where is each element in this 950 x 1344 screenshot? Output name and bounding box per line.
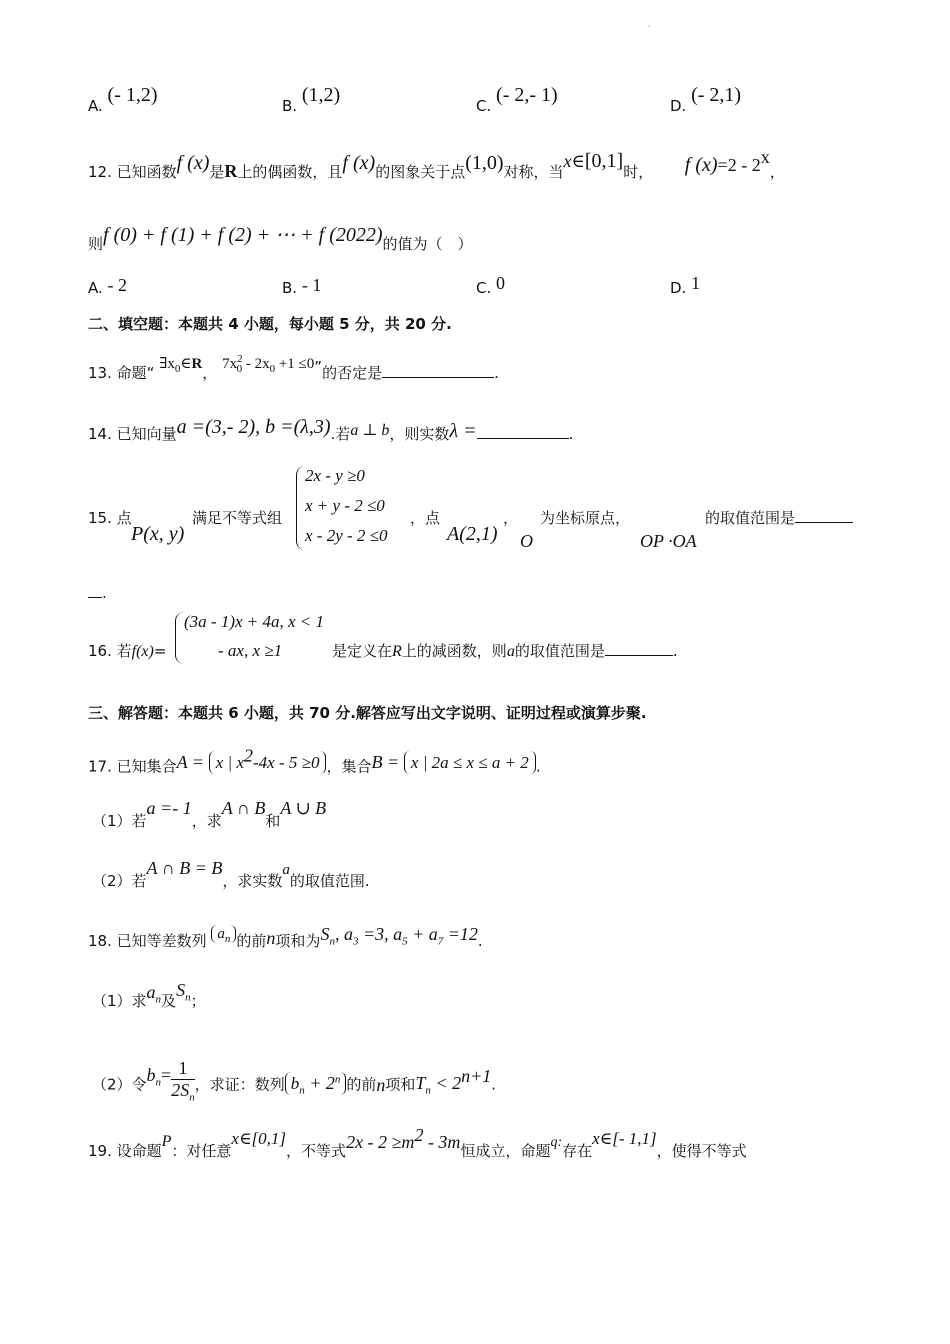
section-2-heading: 二、填空题：本题共 4 小题，每小题 5 分，共 20 分.: [88, 315, 452, 333]
q15-origin: O: [520, 531, 533, 551]
q11-option-d: D. (- 2,1): [670, 84, 742, 115]
q18-fraction: $\frac{1}{2S_n}$: [171, 1058, 195, 1104]
q15-ineq-2: x + y - 2 ≤0: [305, 496, 385, 515]
q18-part1: （1）求$a_n$及$S_n$；: [92, 980, 206, 1010]
q11-option-c: C. (- 2,- 1): [476, 84, 558, 115]
q16-piece-1: (3a - 1)x + 4a, x < 1: [184, 612, 325, 631]
q15-system-brace: [296, 466, 305, 550]
q15-text2: ，点: [410, 509, 441, 527]
q15-point-a: A(2,1): [447, 523, 498, 545]
q12-option-a: A. - 2: [88, 275, 128, 297]
q18-stem: 18. 已知等差数列 $a_n$ 的前n项和为$S_n$, $a_3 =3$, $a_5 + a_7 =12$.: [88, 924, 483, 950]
q15-text1: 满足不等式组: [192, 509, 283, 527]
q12-option-b: B. - 1: [282, 275, 322, 297]
q11-option-b: B. (1,2): [282, 84, 341, 115]
q13-answer-blank[interactable]: [382, 363, 494, 378]
q16-answer-blank[interactable]: [605, 641, 673, 656]
q15-point-p: P(x, y): [131, 523, 185, 545]
q15-text5: 的取值范围是: [705, 507, 853, 528]
q12-option-d: D. 1: [670, 273, 701, 297]
q19-stem: 19. 设命题P：对任意x∈[0,1]，不等式$2x - 2 \ge m^2 - 3m$恒成立，命题q:存在x∈[- 1,1]，使得不等式: [88, 1125, 747, 1160]
q15-text3: ，: [503, 509, 519, 527]
q17-stem: 17. 已知集合A = x | $x^2-4x - 5 \ge 0$ ，集合B = x | 2a ≤ x ≤ a + 2 .: [88, 745, 541, 776]
q14: 14. 已知向量a =(3,- 2), b =(λ,3).若a ⊥ b，则实数λ = .: [88, 416, 574, 443]
q15-dot-product: OP ·OA: [640, 531, 697, 551]
q17-part1: （1）若a =- 1，求A ∩ B和A ∪ B: [92, 798, 327, 830]
q15-blank-continuation: .: [88, 583, 107, 602]
q15-num: 15. 点: [88, 509, 132, 527]
q13: 13. 命题“ $\exists x_0\in R$， $7x^2_0 - 2x_0 +1 \le 0$”的否定是 .: [88, 353, 499, 382]
q16-lead: 16. 若f(x)=: [88, 642, 167, 660]
q18-part2: （2）令$b_n=$ $\frac{1}{2S_n}$ ，求证：数列 $b_n + 2^n$ 的前n项和$T_n < 2^{n+1}$.: [92, 1058, 497, 1104]
q16-piece-2: - ax, x ≥1: [218, 641, 283, 660]
q11-option-a: A. (- 1,2): [88, 84, 158, 115]
q15-text4: 为坐标原点，: [540, 509, 631, 527]
q16-piecewise-brace: [175, 612, 184, 664]
q14-answer-blank[interactable]: [477, 424, 569, 439]
speck: [648, 25, 650, 27]
q15-answer-blank[interactable]: [795, 508, 853, 523]
q12-line1: 12. 已知函数f (x)是R上的偶函数，且f (x)的图象关于点(1,0)对称，当x∈[0,1]时， f (x)=2 - 2$^x$，: [88, 147, 785, 181]
q12-line2: 则f (0) + f (1) + f (2) + ⋯ + f (2022)的值为（ ）: [88, 224, 473, 253]
q15-ineq-1: 2x - y ≥0: [305, 466, 365, 485]
q15-ineq-3: x - 2y - 2 ≤0: [305, 526, 388, 545]
section-3-heading: 三、解答题：本题共 6 小题，共 70 分.解答应写出文字说明、证明过程或演算步聚.: [88, 704, 647, 722]
q12-option-c: C. 0: [476, 273, 506, 297]
q16-text: 是定义在R上的减函数，则a的取值范围是 .: [332, 642, 678, 660]
q17-part2: （2）若A ∩ B = B，求实数a的取值范围.: [92, 858, 370, 890]
